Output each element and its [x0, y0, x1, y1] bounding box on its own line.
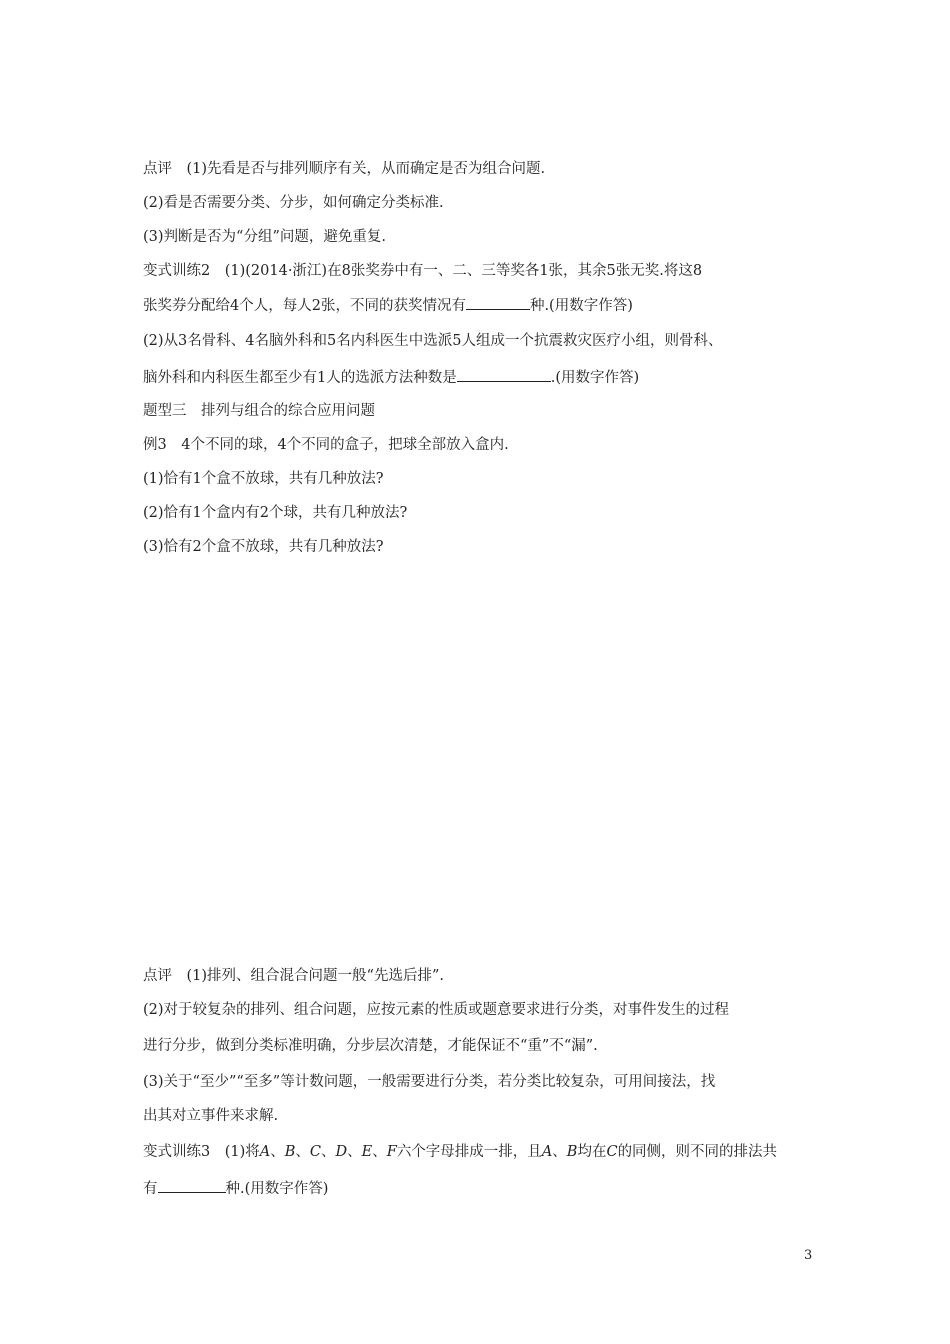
separator: 、	[295, 1144, 310, 1160]
answer-blank[interactable]	[158, 1178, 226, 1193]
answer-blank[interactable]	[466, 295, 530, 310]
remark-1-line-1: 点评 (1)先看是否与排列顺序有关，从而确定是否为组合问题.	[143, 161, 546, 177]
separator: 、	[372, 1144, 387, 1160]
letter-b: B	[284, 1144, 296, 1160]
letter-c: C	[606, 1144, 618, 1160]
letter-e: E	[361, 1144, 373, 1160]
remark-2-line-3: 进行分步，做到分类标准明确，分步层次清楚，才能保证不“重”不“漏”.	[143, 1038, 598, 1054]
exercise-3-text-end: 种.(用数字作答)	[225, 1181, 329, 1197]
remark-1-line-3: (3)判断是否为“分组”问题，避免重复.	[143, 229, 386, 245]
exercise-2-line-2	[143, 295, 633, 316]
page-number: 3	[804, 1248, 813, 1263]
exercise-3-text: 变式训练3 (1)将	[143, 1144, 260, 1160]
exercise-3-line-2	[143, 1178, 328, 1199]
remark-2-line-2: (2)对于较复杂的排列、组合问题，应按元素的性质或题意要求进行分类，对事件发生的过程	[143, 1002, 730, 1018]
separator: 、	[270, 1144, 285, 1160]
exercise-3-text: 的同侧，则不同的排法共	[617, 1144, 778, 1160]
letter-a: A	[259, 1144, 271, 1160]
exercise-2-text: 脑外科和内科医生都至少有1人的选派方法种数是	[143, 370, 457, 386]
section-heading: 题型三 排列与组合的综合应用问题	[143, 403, 375, 419]
question-2: (2)恰有1个盒内有2个球，共有几种放法?	[143, 505, 408, 521]
exercise-3-line-1	[143, 1142, 777, 1162]
question-3: (3)恰有2个盒不放球，共有几种放法?	[143, 539, 384, 555]
letter-d: D	[335, 1144, 348, 1160]
exercise-3-text: 六个字母排成一排，且	[396, 1144, 542, 1160]
letter-a: A	[541, 1144, 553, 1160]
letter-c: C	[309, 1144, 322, 1160]
separator: 、	[347, 1144, 362, 1160]
remark-1-line-2: (2)看是否需要分类、分步，如何确定分类标准.	[143, 195, 444, 211]
exercise-2-text-end: .(用数字作答)	[550, 370, 640, 386]
exercise-3-text: 有	[143, 1181, 158, 1197]
exercise-2-text-end: 种.(用数字作答)	[529, 298, 633, 314]
exercise-3-text: 均在	[577, 1144, 607, 1160]
exercise-2-line-3: (2)从3名骨科、4名脑外科和5名内科医生中选派5人组成一个抗震救灾医疗小组，则骨科、	[143, 333, 723, 349]
exercise-2-text: 张奖券分配给4个人，每人2张，不同的获奖情况有	[143, 298, 466, 314]
exercise-2-line-1: 变式训练2 (1)(2014·浙江)在8张奖券中有一、二、三等奖各1张，其余5张无奖.将这8	[143, 263, 703, 279]
answer-blank[interactable]	[457, 367, 551, 382]
example-3: 例3 4个不同的球，4个不同的盒子，把球全部放入盒内.	[143, 437, 509, 453]
question-1: (1)恰有1个盒不放球，共有几种放法?	[143, 471, 384, 487]
letter-b: B	[566, 1144, 578, 1160]
remark-2-line-4: (3)关于“至少”“至多”等计数问题，一般需要进行分类，若分类比较复杂，可用间接法，找	[143, 1074, 716, 1090]
letter-f: F	[386, 1144, 397, 1160]
remark-2-line-5: 出其对立事件来求解.	[143, 1108, 279, 1124]
exercise-2-line-4	[143, 367, 639, 388]
separator: 、	[321, 1144, 336, 1160]
remark-2-line-1: 点评 (1)排列、组合混合问题一般“先选后排”.	[143, 968, 444, 984]
separator: 、	[552, 1144, 567, 1160]
